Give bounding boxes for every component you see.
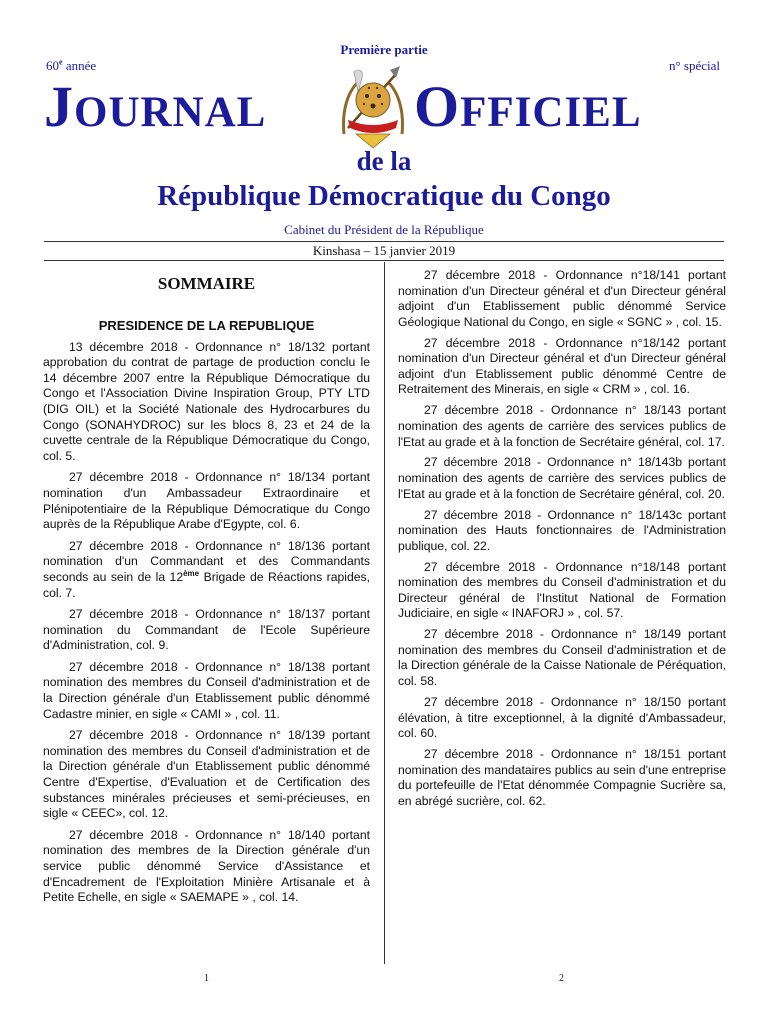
- republic-title: République Démocratique du Congo: [157, 180, 611, 212]
- entry-text: Brigade de Réactions rapides, col. 7.: [43, 569, 370, 600]
- summary-entry: 27 décembre 2018 - Ordonnance n° 18/137 portant nomination du Commandant de l'Ecole Supérieure d'Administration, col. 9.: [43, 607, 370, 653]
- summary-right-column: [398, 268, 726, 815]
- summary-entry: 27 décembre 2018 - Ordonnance n° 18/143c portant nomination des Hauts fonctionnaires de l'Administration publique, col. 22.: [398, 507, 726, 553]
- summary-heading: SOMMAIRE: [157, 274, 256, 293]
- summary-entry: 27 décembre 2018 - Ordonnance n°18/141 portant nomination d'un Directeur général et d'un Directeur général adjoint d'un Etablissement public dénommé Service Géologique National du Congo, en sigle « SGNC » , col. 15.: [398, 268, 726, 329]
- summary-entry: 27 décembre 2018 - Ordonnance n° 18/143b portant nomination des agents de carrière des services publics de l'Etat au grade et à la fonction de Secrétaire général, col. 20.: [398, 455, 726, 501]
- summary-entry: 27 décembre 2018 - Ordonnance n° 18/139 portant nomination des membres du Conseil d'administration et de la Direction générale d'un Etablissement public dénommé Centre d'Expertise, d'Evaluation et de Certification des substances minérales précieuses et semi-précieuses, en sigle « CEEC», col. 12.: [43, 728, 370, 821]
- summary-entry: 27 décembre 2018 - Ordonnance n° 18/138 portant nomination des membres du Conseil d'administration et de la Direction générale d'un Etablissement public dénommé Cadastre minier, en sigle « CAMI » , col. 11.: [43, 659, 370, 721]
- year-label: [46, 58, 96, 74]
- summary-left-column: [43, 270, 370, 912]
- column-divider: [384, 262, 385, 964]
- part-label: Première partie: [340, 42, 428, 57]
- page-number-left: 1: [204, 973, 209, 984]
- summary-entry: 27 décembre 2018 - Ordonnance n° 18/134 portant nomination d'un Ambassadeur Extraordinaire et Plénipotentiaire de la République Démocratique du Congo auprès de la République Arabe d'Egypte, col. 6.: [43, 470, 370, 532]
- title-journal: [44, 74, 267, 139]
- summary-entry: 27 décembre 2018 - Ordonnance n° 18/140 portant nomination des membres de la Direction générale d'un service public dénommé Service d'Assistance et d'Encadrement de l'Exploitation Minière Artisanale et à Petite Echelle, en sigle « SAEMAPE » , col. 14.: [43, 827, 370, 905]
- drc-coat-of-arms-icon: [338, 64, 408, 152]
- summary-entry: [43, 539, 370, 601]
- summary-entry: 27 décembre 2018 - Ordonnance n° 18/143 portant nomination des agents de carrière des services publics de l'Etat au grade et à la fonction de Secrétaire général, col. 17.: [398, 403, 726, 449]
- entry-text: 27 décembre 2018 - Ordonnance n° 18/136 portant nomination d'un Commandant et des Commandants seconds au sein de la 12: [43, 538, 370, 584]
- summary-entry: 27 décembre 2018 - Ordonnance n° 18/149 portant nomination des membres du Conseil d'administration et de la Direction générale de la Caisse Nationale de Péréquation, col. 58.: [398, 627, 726, 689]
- entry-superscript: ème: [183, 568, 200, 578]
- year-superscript: e: [59, 57, 63, 67]
- title-officiel-rest: FFICIEL: [460, 89, 642, 136]
- page-number-right: 2: [559, 973, 564, 984]
- summary-entry: 13 décembre 2018 - Ordonnance n° 18/132 portant approbation du contrat de partage de production conclu le 14 décembre 2007 entre la République Démocratique du Congo et l'Association Divine Inspiration Group, PTY LTD (DIG OIL) et la Société Nationale des Hydrocarbures du Congo (SONAHYDROC) sur les blocs 8, 23 et 24 de la cuvette centrale de la République Démocratique du Congo, col. 5.: [43, 339, 370, 463]
- title-journal-initial: J: [44, 74, 74, 139]
- header-rule-bottom: [44, 260, 724, 261]
- summary-entry: 27 décembre 2018 - Ordonnance n°18/142 portant nomination d'un Directeur général et d'un Directeur général adjoint d'un Etablissement public dénommé Centre de Retraitement des Minerais, en sigle « CRM » , col. 16.: [398, 335, 726, 397]
- summary-entry: 27 décembre 2018 - Ordonnance n° 18/151 portant nomination des mandataires publics au sein d'une entreprise du portefeuille de l'Etat dénommée Compagnie Sucrière sa, en abrégé sucrière, col. 62.: [398, 747, 726, 808]
- year-number: 60: [46, 58, 59, 73]
- title-officiel: [414, 74, 642, 139]
- subtitle-de-la: de la: [356, 146, 412, 176]
- title-journal-rest: OURNAL: [74, 89, 267, 136]
- section-heading: PRESIDENCE DE LA REPUBLIQUE: [98, 318, 315, 333]
- title-officiel-initial: O: [414, 74, 461, 139]
- summary-entry: 27 décembre 2018 - Ordonnance n°18/148 portant nomination des membres du Conseil d'administration et du Directeur général de l'Institut National de Formation Judiciaire, en sigle « INAFORJ » , col. 57.: [398, 559, 726, 621]
- header-rule-top: [44, 241, 724, 242]
- summary-entry: 27 décembre 2018 - Ordonnance n° 18/150 portant élévation, à titre exceptionnel, à la dignité d'Ambassadeur, col. 60.: [398, 694, 726, 741]
- date-line: Kinshasa – 15 janvier 2019: [312, 243, 456, 258]
- issue-label: n° spécial: [668, 58, 720, 73]
- year-word: année: [62, 58, 97, 73]
- cabinet-label: Cabinet du Président de la République: [284, 222, 484, 237]
